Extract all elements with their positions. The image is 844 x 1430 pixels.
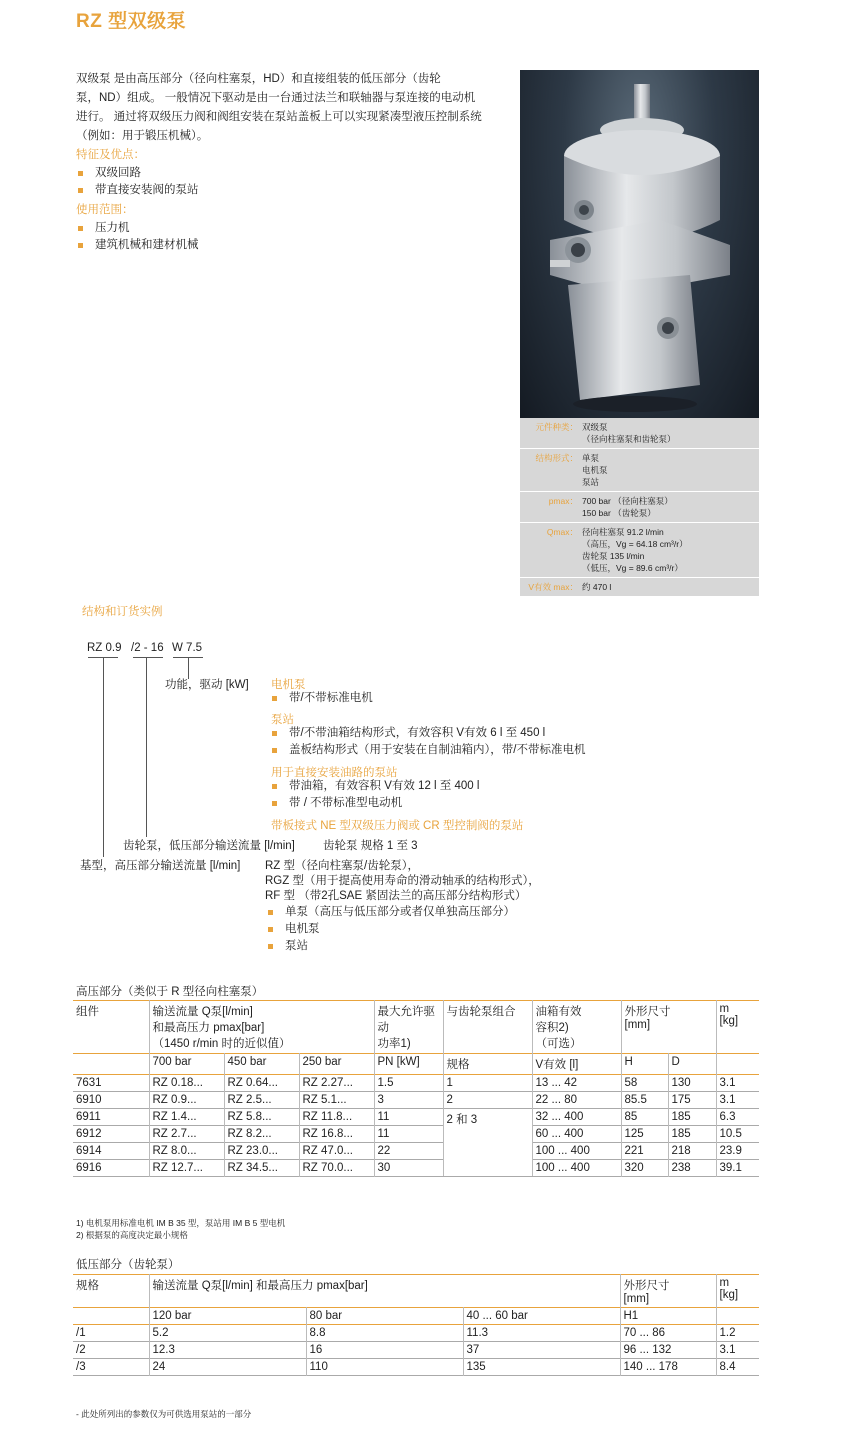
lp-heading: 低压部分（齿轮泵） bbox=[76, 1259, 180, 1271]
spec-value: 单泵 bbox=[582, 453, 600, 463]
table-row bbox=[73, 1126, 759, 1143]
spec-value: （高压，Vg = 64.18 cm³/r） bbox=[582, 539, 688, 549]
table-cell: 37 bbox=[463, 1342, 620, 1359]
footnote: - 此处所列出的参数仅为可供选用泵站的一部分 bbox=[76, 1409, 252, 1419]
intro-line: 双级泵 是由高压部分（径向柱塞泵，HD）和直接组装的低压部分（齿轮 bbox=[76, 73, 441, 85]
footnote: 2) 根据泵的高度决定最小规格 bbox=[76, 1230, 188, 1240]
table-cell: 10.5 bbox=[719, 1128, 742, 1140]
table-cell: RZ 0.64... bbox=[224, 1075, 299, 1092]
function-label: 功能，驱动 [kW] bbox=[165, 679, 249, 691]
spec-key: 结构形式： bbox=[535, 453, 578, 463]
footnote: 1) 电机泵用标准电机 IM B 35 型，泵站用 IM B 5 型电机 bbox=[76, 1218, 286, 1228]
motor-pump-heading: 电机泵 bbox=[271, 679, 306, 691]
table-cell: 2 bbox=[443, 1092, 532, 1109]
table-cell: RZ 34.5... bbox=[224, 1160, 299, 1177]
header-line: （1450 r/min 时的近似值） bbox=[152, 1038, 291, 1050]
spec-value: 齿轮泵 135 l/min bbox=[582, 551, 645, 561]
spec-row bbox=[520, 492, 759, 523]
list-item: 带/不带标准电机 bbox=[270, 690, 373, 707]
table-cell: 6916 bbox=[73, 1160, 149, 1177]
table-cell: 58 bbox=[621, 1075, 668, 1092]
header-line: m bbox=[719, 1003, 730, 1015]
table-cell: 3.1 bbox=[719, 1077, 736, 1089]
code-underline bbox=[133, 657, 163, 658]
table-cell: 1 bbox=[443, 1075, 532, 1092]
table-cell: 3.1 bbox=[719, 1344, 736, 1356]
table-cell: RZ 8.0... bbox=[149, 1143, 224, 1160]
page-title: RZ 型双级泵 bbox=[76, 11, 187, 32]
table-cell: RZ 5.8... bbox=[224, 1109, 299, 1126]
code-gear: /2 - 16 bbox=[131, 642, 164, 654]
hp-heading: 高压部分（类似于 R 型径向柱塞泵） bbox=[76, 986, 264, 998]
list-item: 泵站 bbox=[266, 938, 515, 955]
intro-line: 进行。 通过将双级压力阀和阀组安装在泵站盖板上可以实现紧凑型液压控制系统 bbox=[76, 111, 482, 123]
hp-sub-header: H bbox=[621, 1054, 668, 1075]
spec-row bbox=[520, 418, 759, 449]
station-list bbox=[270, 725, 585, 759]
features-heading: 特征及优点： bbox=[76, 149, 145, 161]
code-function: W 7.5 bbox=[172, 642, 203, 654]
lp-sub-header: 40 ... 60 bar bbox=[463, 1308, 620, 1325]
pump-illustration bbox=[520, 70, 759, 418]
spec-value: 电机泵 bbox=[582, 465, 608, 475]
table-cell: 110 bbox=[306, 1359, 463, 1376]
table-row bbox=[73, 1325, 759, 1342]
header-line: 功率1) bbox=[377, 1038, 411, 1050]
table-row bbox=[73, 1342, 759, 1359]
type-line: RZ 型（径向柱塞泵/齿轮泵）， bbox=[265, 860, 419, 872]
station-heading: 泵站 bbox=[271, 714, 294, 726]
table-cell: 185 bbox=[668, 1126, 716, 1143]
usage-heading: 使用范围： bbox=[76, 204, 134, 216]
table-cell: 6.3 bbox=[719, 1111, 736, 1123]
table-cell: 60 ... 400 bbox=[532, 1126, 621, 1143]
header-line: 和最高压力 pmax[bar] bbox=[152, 1022, 265, 1034]
hp-header-power bbox=[374, 1001, 443, 1054]
spec-row bbox=[520, 449, 759, 492]
hp-sub-header: 250 bar bbox=[299, 1054, 374, 1075]
hp-sub-header: PN [kW] bbox=[374, 1054, 443, 1075]
lp-header-dim bbox=[620, 1275, 716, 1308]
table-cell: RZ 0.9... bbox=[149, 1092, 224, 1109]
table-cell: 5.2 bbox=[149, 1325, 306, 1342]
header-line: 动 bbox=[377, 1022, 389, 1034]
connector-line bbox=[146, 657, 147, 837]
table-cell: 11 bbox=[374, 1126, 443, 1143]
gear-label: 齿轮泵，低压部分输送流量 [l/min] bbox=[123, 840, 295, 852]
list-item: 带 / 不带标准型电动机 bbox=[270, 795, 479, 812]
list-item: 带直接安装阀的泵站 bbox=[76, 182, 506, 199]
lp-sub-header: 80 bar bbox=[306, 1308, 463, 1325]
lp-header-flow: 输送流量 Q泵[l/min] 和最高压力 pmax[bar] bbox=[149, 1275, 620, 1308]
header-line: 最大允许驱 bbox=[377, 1006, 435, 1018]
table-cell: 185 bbox=[668, 1109, 716, 1126]
header-line: 外形尺寸 bbox=[623, 1280, 670, 1292]
table-cell: RZ 16.8... bbox=[299, 1126, 374, 1143]
table-cell: RZ 0.18... bbox=[149, 1075, 224, 1092]
table-cell: RZ 23.0... bbox=[224, 1143, 299, 1160]
list-item: 带油箱，有效容积 V有效 12 l 至 400 l bbox=[270, 778, 479, 795]
hp-sub-header: V有效 [l] bbox=[532, 1054, 621, 1075]
table-cell: 16 bbox=[306, 1342, 463, 1359]
table-cell: 39.1 bbox=[719, 1162, 742, 1174]
table-cell: RZ 1.4... bbox=[149, 1109, 224, 1126]
table-row bbox=[73, 1109, 759, 1126]
table-cell: 3 bbox=[374, 1092, 443, 1109]
table-cell: 100 ... 400 bbox=[532, 1143, 621, 1160]
list-item: 带/不带油箱结构形式，有效容积 V有效 6 l 至 450 l bbox=[270, 725, 585, 742]
lp-sub-header: 120 bar bbox=[149, 1308, 306, 1325]
table-cell: 125 bbox=[621, 1126, 668, 1143]
table-cell: RZ 2.27... bbox=[299, 1075, 374, 1092]
header-line: 容积2) bbox=[535, 1022, 569, 1034]
hp-header-combo: 与齿轮泵组合 bbox=[443, 1001, 532, 1054]
table-cell: RZ 8.2... bbox=[224, 1126, 299, 1143]
table-cell: RZ 2.7... bbox=[149, 1126, 224, 1143]
table-cell: RZ 12.7... bbox=[149, 1160, 224, 1177]
table-cell: 1.5 bbox=[374, 1075, 443, 1092]
list-item: 压力机 bbox=[76, 220, 506, 237]
table-cell: 24 bbox=[149, 1359, 306, 1376]
order-heading: 结构和订货实例 bbox=[82, 606, 163, 618]
lp-table bbox=[73, 1274, 759, 1376]
usage-list bbox=[76, 220, 506, 254]
list-item: 盖板结构形式（用于安装在自制油箱内），带/不带标准电机 bbox=[270, 742, 585, 759]
table-cell: 8.8 bbox=[306, 1325, 463, 1342]
spec-value: 150 bar （齿轮泵） bbox=[582, 508, 656, 518]
spec-value: （低压，Vg = 89.6 cm³/r） bbox=[582, 563, 683, 573]
hp-header-tank bbox=[532, 1001, 621, 1054]
table-cell: 12.3 bbox=[149, 1342, 306, 1359]
connector-line bbox=[103, 657, 104, 857]
code-base: RZ 0.9 bbox=[87, 642, 122, 654]
spec-row bbox=[520, 578, 759, 596]
spec-value: 约 470 l bbox=[582, 582, 612, 592]
list-item: 建筑机械和建材机械 bbox=[76, 237, 506, 254]
table-cell: 96 ... 132 bbox=[620, 1342, 716, 1359]
list-item: 单泵（高压与低压部分或者仅单独高压部分） bbox=[266, 904, 515, 921]
table-cell: 175 bbox=[668, 1092, 716, 1109]
spec-key: Qmax： bbox=[546, 527, 578, 537]
hp-header-group: 组件 bbox=[73, 1001, 149, 1054]
spec-key: 元件种类： bbox=[535, 422, 578, 432]
table-cell: 221 bbox=[621, 1143, 668, 1160]
table-cell: 6910 bbox=[73, 1092, 149, 1109]
spec-row bbox=[520, 523, 759, 578]
table-cell: 13 ... 42 bbox=[532, 1075, 621, 1092]
table-cell: 218 bbox=[668, 1143, 716, 1160]
table-row bbox=[73, 1143, 759, 1160]
plate-heading: 带板接式 NE 型双级压力阀或 CR 型控制阀的泵站 bbox=[271, 820, 524, 832]
table-cell: /2 bbox=[73, 1342, 149, 1359]
table-cell: 22 ... 80 bbox=[532, 1092, 621, 1109]
table-cell: 3.1 bbox=[719, 1094, 736, 1106]
type-line: RF 型 （带2孔SAE 紧固法兰的高压部分结构形式） bbox=[265, 890, 527, 902]
table-cell: /1 bbox=[73, 1325, 149, 1342]
intro-line: （例如：用于锻压机械）。 bbox=[76, 130, 209, 142]
spec-value: 泵站 bbox=[582, 477, 600, 487]
table-cell: 11 bbox=[374, 1109, 443, 1126]
table-cell: 140 ... 178 bbox=[620, 1359, 716, 1376]
list-item: 电机泵 bbox=[266, 921, 515, 938]
table-cell: RZ 47.0... bbox=[299, 1143, 374, 1160]
table-row bbox=[73, 1359, 759, 1376]
table-cell: RZ 5.1... bbox=[299, 1092, 374, 1109]
table-row bbox=[73, 1160, 759, 1177]
direct-heading: 用于直接安装油路的泵站 bbox=[271, 767, 398, 779]
list-item: 双级回路 bbox=[76, 165, 506, 182]
header-line: [kg] bbox=[719, 1015, 739, 1027]
header-line: 输送流量 Q泵[l/min] bbox=[152, 1006, 253, 1018]
header-line: m bbox=[719, 1277, 730, 1289]
table-cell: RZ 70.0... bbox=[299, 1160, 374, 1177]
table-cell: 1.2 bbox=[719, 1327, 736, 1339]
spec-key: pmax： bbox=[548, 496, 578, 506]
table-cell: 22 bbox=[374, 1143, 443, 1160]
header-line: [mm] bbox=[624, 1019, 651, 1031]
table-cell: 320 bbox=[621, 1160, 668, 1177]
product-photo bbox=[520, 70, 759, 418]
spec-value: （径向柱塞泵和齿轮泵） bbox=[582, 434, 676, 444]
hp-header-flow bbox=[149, 1001, 374, 1054]
header-line: （可选） bbox=[535, 1038, 582, 1050]
spec-key: V有效 max： bbox=[528, 582, 578, 592]
table-cell: RZ 11.8... bbox=[299, 1109, 374, 1126]
table-cell: 85.5 bbox=[621, 1092, 668, 1109]
table-cell: 85 bbox=[621, 1109, 668, 1126]
hp-sub-header: D bbox=[668, 1054, 716, 1075]
table-cell: 100 ... 400 bbox=[532, 1160, 621, 1177]
header-line: 油箱有效 bbox=[535, 1006, 582, 1018]
features-list bbox=[76, 165, 506, 199]
table-cell: 2 和 3 bbox=[443, 1109, 532, 1177]
motor-pump-list bbox=[270, 690, 373, 707]
table-cell: 6912 bbox=[73, 1126, 149, 1143]
type-list bbox=[266, 904, 515, 955]
hp-table bbox=[73, 1000, 759, 1177]
lp-header-size: 规格 bbox=[73, 1275, 149, 1308]
lp-sub-header: H1 bbox=[620, 1308, 716, 1325]
intro-block bbox=[76, 70, 506, 254]
gear-size: 齿轮泵 规格 1 至 3 bbox=[323, 840, 418, 852]
table-cell: 130 bbox=[668, 1075, 716, 1092]
table-cell: RZ 2.5... bbox=[224, 1092, 299, 1109]
table-cell: 11.3 bbox=[463, 1325, 620, 1342]
lp-header-mass bbox=[716, 1275, 759, 1308]
table-cell: 30 bbox=[374, 1160, 443, 1177]
base-label: 基型，高压部分输送流量 [l/min] bbox=[80, 860, 241, 872]
table-cell: /3 bbox=[73, 1359, 149, 1376]
table-cell: 238 bbox=[668, 1160, 716, 1177]
direct-list bbox=[270, 778, 479, 812]
table-cell: 135 bbox=[463, 1359, 620, 1376]
table-row bbox=[73, 1075, 759, 1092]
spec-value: 径向柱塞泵 91.2 l/min bbox=[582, 527, 664, 537]
intro-line: 泵，ND）组成。 一般情况下驱动是由一台通过法兰和联轴器与泵连接的电动机 bbox=[76, 92, 476, 104]
hp-header-mass bbox=[716, 1001, 759, 1054]
table-row bbox=[73, 1092, 759, 1109]
table-cell: 7631 bbox=[73, 1075, 149, 1092]
header-line: [mm] bbox=[623, 1293, 650, 1305]
spec-value: 双级泵 bbox=[582, 422, 608, 432]
hp-sub-header: 规格 bbox=[443, 1054, 532, 1075]
type-line: RGZ 型（用于提高使用寿命的滑动轴承的结构形式）， bbox=[265, 875, 540, 887]
header-line: 外形尺寸 bbox=[624, 1006, 671, 1018]
table-cell: 6911 bbox=[73, 1109, 149, 1126]
header-line: [kg] bbox=[719, 1289, 739, 1301]
hp-sub-header: 700 bar bbox=[149, 1054, 224, 1075]
spec-box bbox=[520, 418, 759, 596]
hp-sub-header: 450 bar bbox=[224, 1054, 299, 1075]
hp-header-dim bbox=[621, 1001, 716, 1054]
table-cell: 23.9 bbox=[719, 1145, 742, 1157]
table-cell: 32 ... 400 bbox=[532, 1109, 621, 1126]
table-cell: 8.4 bbox=[719, 1361, 736, 1373]
table-cell: 6914 bbox=[73, 1143, 149, 1160]
table-cell: 70 ... 86 bbox=[620, 1325, 716, 1342]
spec-value: 700 bar （径向柱塞泵） bbox=[582, 496, 673, 506]
